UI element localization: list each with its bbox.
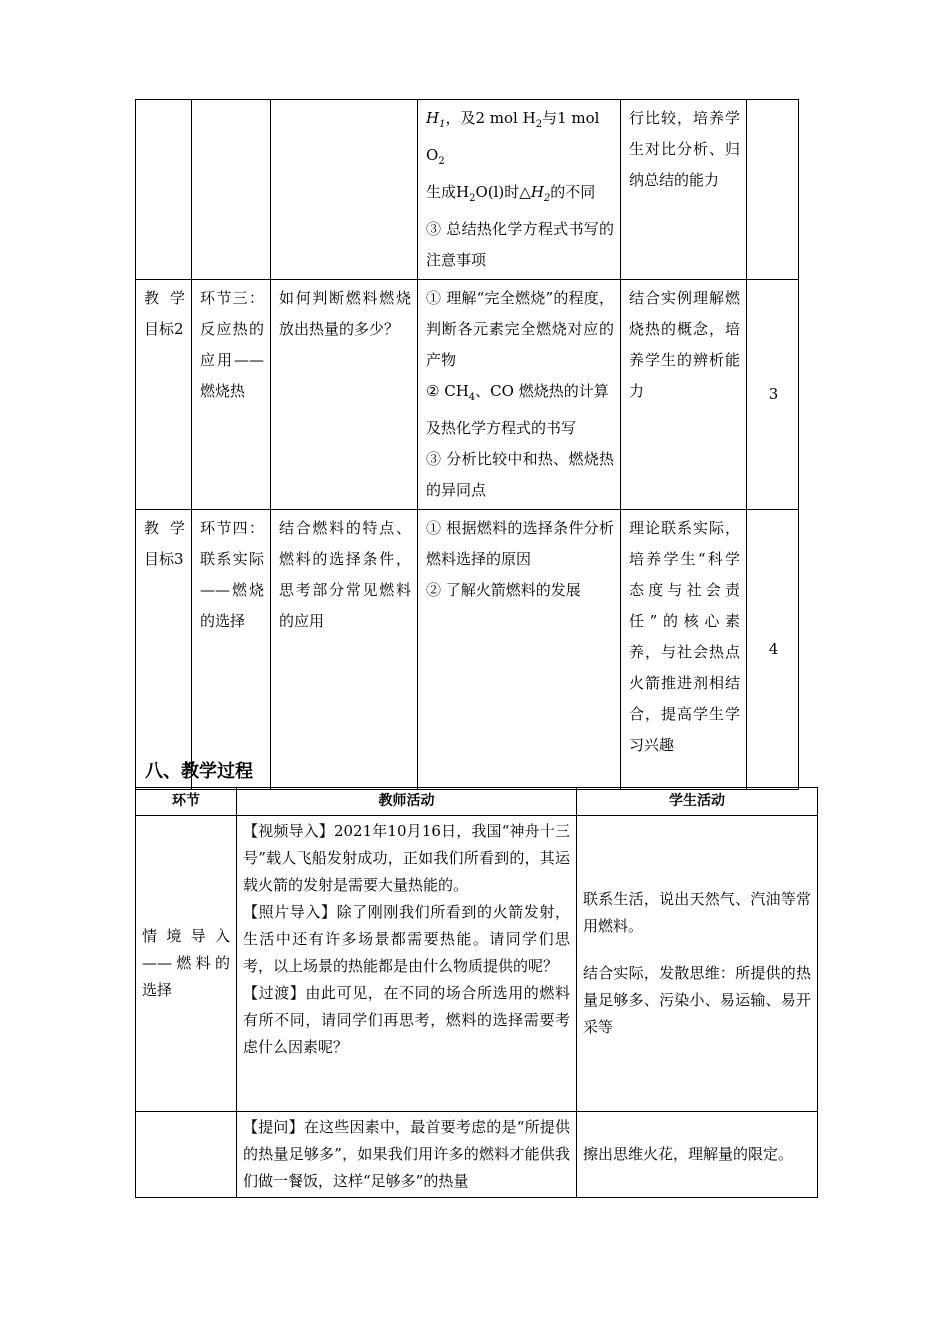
content-line: ② 了解火箭燃料的发展 [426, 581, 581, 599]
cell-teacher: 【提问】在这些因素中，最首要考虑的是“所提供的热量足够多”，如果我们用许多的燃料才能供我们做一餐饭，这样“足够多”的热量 [237, 1112, 577, 1198]
cell-objective: 教学目标2 [136, 280, 192, 510]
content-line: ② $CH_4$、CO 燃烧热的计算及热化学方程式的书写 [426, 382, 609, 437]
table-row [136, 816, 818, 1112]
cell-student [577, 816, 818, 1112]
objectives-table [135, 99, 799, 790]
cell-goal: 行比较，培养学生对比分析、归纳总结的能力 [621, 100, 747, 280]
content-line: $H_1$，及2 mol $H_2$与1 mol $O_2$ [426, 109, 600, 167]
teacher-paragraph: 【照片导入】除了刚刚我们所看到的火箭发射，生活中还有许多场景都需要热能。请同学们思考，以上场景的热能都是由什么物质提供的呢？ [243, 903, 570, 975]
table-row [136, 280, 799, 510]
cell-empty [136, 1112, 237, 1198]
content-line: ① 根据燃料的选择条件分析燃料选择的原因 [426, 519, 614, 568]
header-stage: 环节 [136, 788, 237, 816]
section-heading: 八、教学过程 [145, 761, 253, 782]
content-line: ③ 分析比较中和热、燃烧热的异同点 [426, 450, 614, 499]
cell-content [418, 280, 621, 510]
header-student: 学生活动 [577, 788, 818, 816]
cell-time: 4 [747, 510, 799, 790]
cell-content [418, 100, 621, 280]
cell-stage: 环节三：反应热的应用——燃烧热 [192, 280, 271, 510]
cell-empty [271, 100, 418, 280]
teacher-paragraph: 【视频导入】2021年10月16日，我国“神舟十三号”载人飞船发射成功，正如我们所看到的，其运载火箭的发射是需要大量热能的。 [243, 822, 570, 894]
cell-question: 结合燃料的特点、燃料的选择条件，思考部分常见燃料的应用 [271, 510, 418, 790]
cell-objective: 教学目标3 [136, 510, 192, 790]
cell-teacher [237, 816, 577, 1112]
cell-stage: 情境导入——燃料的选择 [136, 816, 237, 1112]
table-row [136, 1112, 818, 1198]
cell-stage: 环节四：联系实际——燃烧的选择 [192, 510, 271, 790]
cell-empty [136, 100, 192, 280]
spacer [583, 940, 811, 960]
cell-empty [747, 100, 799, 280]
cell-empty [192, 100, 271, 280]
table-header-row [136, 788, 818, 816]
student-paragraph: 结合实际，发散思维：所提供的热量足够多、污染小、易运输、易开采等 [583, 964, 811, 1036]
content-line: 生成$H_2O(l)$时$\triangle H_2$的不同 [426, 183, 596, 204]
cell-time: 3 [747, 280, 799, 510]
student-paragraph: 联系生活，说出天然气、汽油等常用燃料。 [583, 890, 811, 935]
content-line: ① 理解“完全燃烧”的程度，判断各元素完全燃烧对应的产物 [426, 289, 614, 369]
cell-goal: 理论联系实际，培养学生“科学态度与社会责任”的核心素养，与社会热点火箭推进剂相结合，提高学生学习兴趣 [621, 510, 747, 790]
content-line: ③ 总结热化学方程式书写的注意事项 [426, 220, 614, 269]
cell-content [418, 510, 621, 790]
cell-goal: 结合实例理解燃烧热的概念，培养学生的辨析能力 [621, 280, 747, 510]
teaching-process-table [135, 787, 818, 1198]
table-row [136, 510, 799, 790]
header-teacher: 教师活动 [237, 788, 577, 816]
teacher-paragraph: 【过渡】由此可见，在不同的场合所选用的燃料有所不同，请同学们再思考，燃料的选择需要考虑什么因素呢？ [243, 984, 570, 1056]
cell-question: 如何判断燃料燃烧放出热量的多少？ [271, 280, 418, 510]
cell-student: 擦出思维火花，理解量的限定。 [577, 1112, 818, 1198]
table-row-continuation [136, 100, 799, 280]
